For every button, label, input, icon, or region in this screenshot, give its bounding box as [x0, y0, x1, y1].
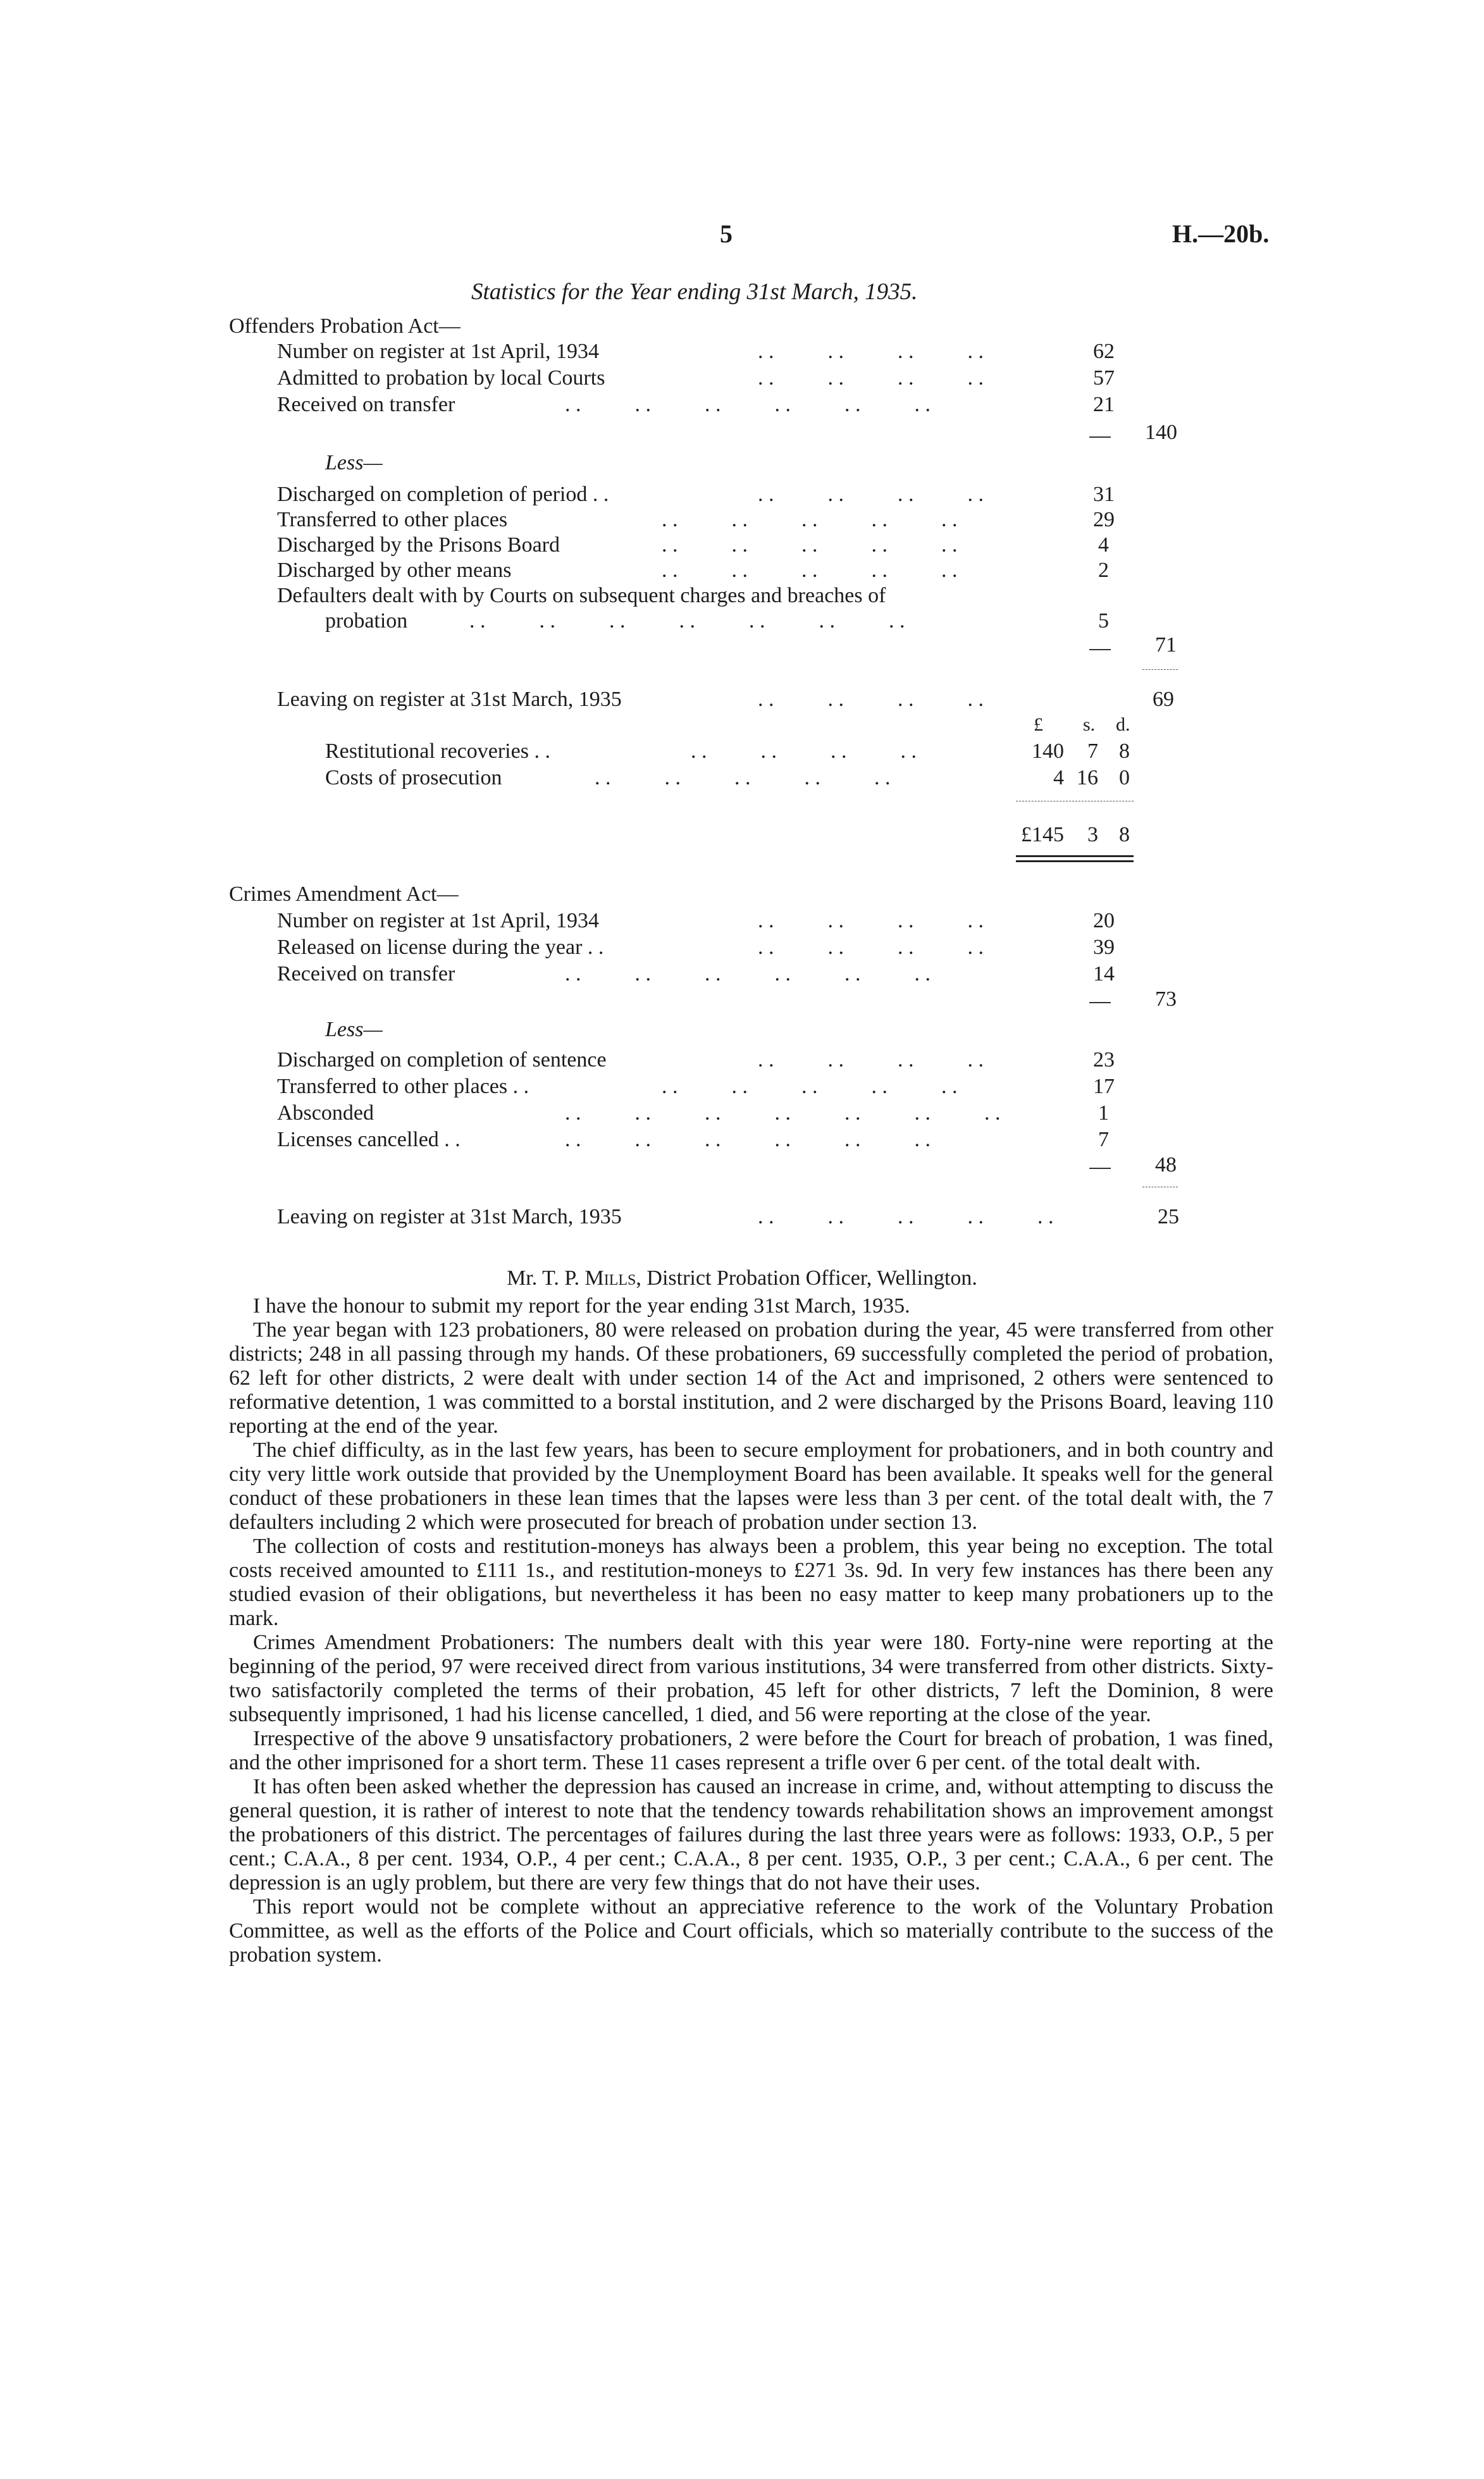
- leader-dots: . . . . . . . . . . . .: [565, 962, 931, 986]
- byline-prefix: Mr. T. P.: [507, 1266, 585, 1290]
- document-reference: H.—20b.: [1172, 219, 1270, 248]
- leader-dots: . . . . . . . .: [758, 909, 984, 932]
- row-label: Received on transfer: [277, 393, 455, 416]
- leader-dots: . . . . . . . .: [758, 366, 984, 390]
- leader-dots: . . . . . . . .: [758, 1048, 984, 1072]
- pounds-total: £145: [1021, 823, 1064, 846]
- row-value: 23: [1093, 1048, 1115, 1072]
- money-total-double-rule: [1016, 860, 1134, 862]
- leader-dots: . . . . . . . .: [758, 936, 984, 959]
- shillings-heading: s.: [1083, 714, 1096, 735]
- row-value: 1: [1098, 1101, 1109, 1125]
- pence-value: 8: [1119, 739, 1130, 763]
- leader-dots: . . . . . . . .: [758, 340, 984, 363]
- row-value: 57: [1093, 366, 1115, 390]
- paragraph: I have the honour to submit my report for the year ending 31st March, 1935.: [253, 1294, 910, 1318]
- paragraph: Crimes Amendment Probationers: The numbers dealt with this year were 180. Forty-nine were reporting at the beginning of the period, 97 were received direct from various institutions, 34 were transferred from other districts. Sixty-two satisfactorily completed the terms of their probation, 45 left for other districts, 7 left the Dominion, 8 were subsequently imprisoned, 1 had his license cancelled, 1 died, and 56 were reporting at the close of the year.: [229, 1631, 1273, 1726]
- report-body: [229, 1294, 1273, 1967]
- subtotal-value: 73: [1155, 987, 1177, 1011]
- subtotal-value: 71: [1155, 633, 1177, 657]
- shillings-value: 7: [1087, 739, 1098, 763]
- officer-byline: [0, 1266, 1484, 1290]
- byline-suffix: , District Probation Officer, Wellington.: [636, 1266, 977, 1290]
- subtotal-rule: [1089, 436, 1111, 438]
- row-value: 29: [1093, 508, 1115, 531]
- total-rule: [1142, 669, 1178, 670]
- row-value: 31: [1093, 483, 1115, 506]
- pounds-value: 4: [1053, 766, 1064, 789]
- less-label: Less—: [325, 1018, 383, 1041]
- leader-dots: . . . . . . . . . .: [662, 533, 958, 557]
- row-label: Number on register at 1st April, 1934: [277, 909, 599, 932]
- money-total-double-rule: [1016, 855, 1134, 857]
- row-value: 21: [1093, 393, 1115, 416]
- paragraph: Irrespective of the above 9 unsatisfactory probationers, 2 were before the Court for breach of probation, 1 was fined, and the other imprisoned for a short term. These 11 cases represent a trifle over 6 per cent. of the total dealt with.: [229, 1727, 1273, 1774]
- leaving-label: Leaving on register at 31st March, 1935: [277, 688, 622, 711]
- opa-heading: Offenders Probation Act—: [229, 314, 461, 338]
- leader-dots: . . . . . . . . . . . .: [565, 393, 931, 416]
- row-value: 62: [1093, 340, 1115, 363]
- shillings-value: 16: [1077, 766, 1098, 789]
- pounds-value: 140: [1032, 739, 1064, 763]
- row-label: Absconded: [277, 1101, 374, 1125]
- row-label: Received on transfer: [277, 962, 455, 986]
- row-label: Discharged on completion of period . .: [277, 483, 609, 506]
- leader-dots: . . . . . . . . . .: [595, 766, 891, 789]
- leader-dots: . . . . . . . . . .: [662, 508, 958, 531]
- row-label: Licenses cancelled . .: [277, 1128, 461, 1151]
- caa-heading: Crimes Amendment Act—: [229, 882, 459, 906]
- subtotal-rule: [1089, 1002, 1111, 1003]
- paragraph: It has often been asked whether the depression has caused an increase in crime, and, without attempting to discuss the general question, it is rather of interest to note that the tendency towards rehabilitation shows an improvement amongst the probationers of this district. The percentages of failures during the last three years were as follows: 1933, O.P., 5 per cent.; C.A.A., 8 per cent. 1934, O.P., 4 per cent.; C.A.A., 8 per cent. 1935, O.P., 3 per cent.; C.A.A., 6 per cent. The depression is an ugly problem, but there are very few things that do not have their uses.: [229, 1775, 1273, 1895]
- row-label: Discharged by the Prisons Board: [277, 533, 560, 557]
- page-number: 5: [720, 219, 733, 248]
- row-value: 7: [1098, 1128, 1109, 1151]
- row-label: Discharged by other means: [277, 559, 512, 582]
- leaving-value: 25: [1158, 1205, 1179, 1228]
- subtotal-rule: [1089, 1168, 1111, 1169]
- row-value: 39: [1093, 936, 1115, 959]
- leader-dots: . . . . . . . . . .: [758, 1205, 1054, 1228]
- paragraph: This report would not be complete without an appreciative reference to the work of the Voluntary Probation Committee, as well as the efforts of the Police and Court officials, which so materially contribute to the success of the probation system.: [229, 1895, 1273, 1967]
- pence-heading: d.: [1116, 714, 1130, 735]
- less-label: Less—: [325, 451, 383, 474]
- leader-dots: . . . . . . . . . .: [662, 559, 958, 582]
- leader-dots: . . . . . . . . . . . . . .: [565, 1101, 1001, 1125]
- row-value: 20: [1093, 909, 1115, 932]
- row-label: Released on license during the year . .: [277, 936, 604, 959]
- row-value: 4: [1098, 533, 1109, 557]
- row-label: Discharged on completion of sentence: [277, 1048, 607, 1072]
- leaving-value: 69: [1153, 688, 1174, 711]
- subtotal-rule: [1089, 649, 1111, 650]
- shillings-total: 3: [1087, 823, 1098, 846]
- pence-value: 0: [1119, 766, 1130, 789]
- leaving-label: Leaving on register at 31st March, 1935: [277, 1205, 622, 1228]
- pounds-heading: £: [1034, 714, 1043, 735]
- row-label: Number on register at 1st April, 1934: [277, 340, 599, 363]
- row-label: Costs of prosecution: [325, 766, 502, 789]
- row-label: Defaulters dealt with by Courts on subsequent charges and breaches of: [277, 584, 886, 607]
- row-value: 2: [1098, 559, 1109, 582]
- row-value: 17: [1093, 1075, 1115, 1098]
- leader-dots: . . . . . . . . . .: [662, 1075, 958, 1098]
- subtotal-value: 140: [1145, 421, 1177, 444]
- row-value: 14: [1093, 962, 1115, 986]
- row-label: Admitted to probation by local Courts: [277, 366, 605, 390]
- row-label: Transferred to other places . .: [277, 1075, 529, 1098]
- leader-dots: . . . . . . . .: [758, 688, 984, 711]
- leader-dots: . . . . . . . . . . . . . .: [469, 609, 905, 633]
- statistics-title: Statistics for the Year ending 31st March, 1935.: [471, 279, 918, 305]
- row-label: Transferred to other places: [277, 508, 508, 531]
- row-value: 5: [1098, 609, 1109, 633]
- subtotal-value: 48: [1155, 1153, 1177, 1177]
- row-label-continued: probation: [325, 609, 408, 633]
- pence-total: 8: [1119, 823, 1130, 846]
- row-label: Restitutional recoveries . .: [325, 739, 550, 763]
- leader-dots: . . . . . . . .: [691, 739, 917, 763]
- paragraph: The year began with 123 probationers, 80 were released on probation during the year, 45 were transferred from other districts; 248 in all passing through my hands. Of these probationers, 69 successfully completed the period of probation, 62 left for other districts, 2 were dealt with under section 14 of the Act and imprisoned, 2 others were sentenced to reformative detention, 1 was committed to a borstal institution, and 2 were discharged by the Prisons Board, leaving 110 reporting at the end of the year.: [229, 1318, 1273, 1438]
- leader-dots: . . . . . . . . . . . .: [565, 1128, 931, 1151]
- paragraph: The chief difficulty, as in the last few years, has been to secure employment for probationers, and in both country and city very little work outside that provided by the Unemployment Board has been available. It speaks well for the general conduct of these probationers in these lean times that the lapses were less than 3 per cent. of the total dealt with, the 7 defaulters including 2 which were prosecuted for breach of probation under section 13.: [229, 1438, 1273, 1534]
- paragraph: The collection of costs and restitution-moneys has always been a problem, this year being no exception. The total costs received amounted to £111 1s., and restitution-moneys to £271 3s. 9d. In very few instances has there been any studied evasion of their obligations, but nevertheless it has been no easy matter to keep many probationers up to the mark.: [229, 1535, 1273, 1630]
- leader-dots: . . . . . . . .: [758, 483, 984, 506]
- byline-name: Mills: [584, 1266, 636, 1290]
